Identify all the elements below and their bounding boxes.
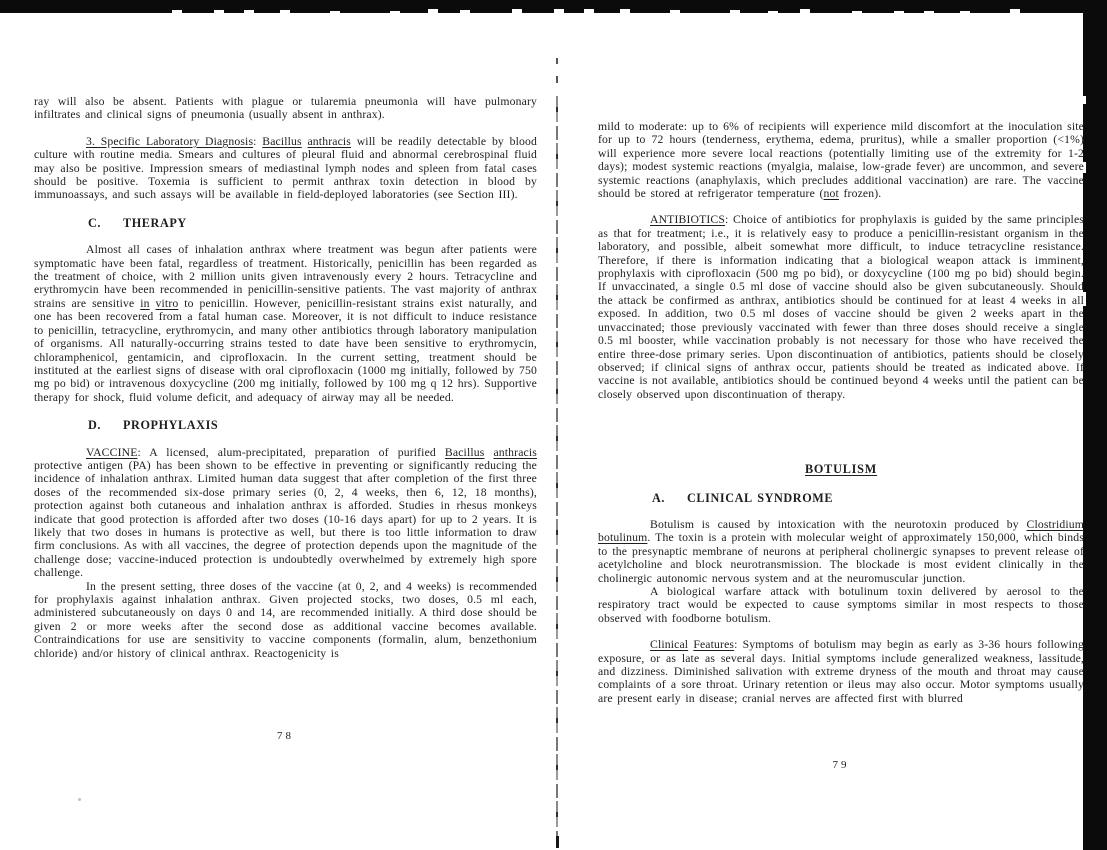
scan-noise-dash [460,10,470,13]
section-letter: A. [652,490,666,505]
scan-edge-top [0,0,1107,13]
scan-noise-dash [960,11,970,13]
scan-noise-dash [924,11,934,13]
gutter-dash [556,58,558,64]
text-run: will be readily detectable by blood culture with routine media. Smears and cultures of pleural fluid and abnormal cerebrospinal fluid may also be positive. Impression smears of mediastinal lymph nodes and spleen from fatal cases should be positive. Toxemia is sufficient to permit anthrax toxin detection in blood by immunoassays, and such assays will be available in field-deployed laboratories (see Section III). [34,134,537,202]
underlined-phrase: Clinical [650,638,689,652]
scan-noise-dash [730,10,740,13]
text-run: : Symptoms of botulism may begin as early as 3-36 hours following exposure, or as late as several days. Initial symptoms include generalized weakness, lassitude, and dizziness. Diminished salivation with extreme dryness of the mouth and throat may cause complaints of a sore throat. Urinary retention or ileus may also occur. Motor symptoms usually are present early in disease; cranial nerves are affected first with blurred [598,638,1084,705]
section-title: THERAPY [123,215,187,230]
page-number: 78 [277,730,294,742]
paragraph [34,95,537,122]
text-run: A biological warfare attack with botulinum toxin delivered by aerosol to the respiratory tract would be expected to cause symptoms similar in most respects to those observed with foodborne botulism. [598,584,1084,625]
text-run: : A licensed, alum-precipitated, preparation of purified [137,445,445,459]
scan-noise-dash [584,9,594,13]
text-run: Botulism is caused by intoxication with the neurotoxin produced by [650,517,1027,531]
underlined-phrase: anthracis [493,445,537,459]
text-run: Almost all cases of inhalation anthrax where treatment was begun after patients were symptomatic have been fatal, regardless of treatment. Historically, penicillin has been regarded as the treatment of choice, with 2 million units given intravenously every 2 hours. Tetracycline and erythromycin have been recommended in penicillin-sensitive patients. The vast majority of anthrax strains are sensitive [34,243,537,310]
section-heading [34,217,537,230]
paragraph [598,518,1084,585]
section-letter: D. [88,418,102,433]
paragraph [598,585,1084,625]
chapter-title-text: BOTULISM [804,462,878,477]
gutter-dash [556,96,558,838]
scan-noise-dash [554,9,564,13]
underlined-phrase: not [823,187,839,201]
page-78 [34,95,537,660]
scan-edge-right [1083,0,1107,850]
text-run: . The toxin is a protein with molecular weight of approximately 150,000, which binds to the presynaptic membrane of neurons at peripheral cholinergic synapses to prevent release of acetylcholine and block neurotransmission. The blockade is most evident clinically in the cholinergic autonomic nervous system and at the neuromuscular junction. [598,531,1084,585]
underlined-phrase: Bacillus [262,134,302,148]
underlined-phrase: botulinum [598,531,648,545]
text-run: : [253,134,263,148]
gutter-dash [556,836,559,848]
text-run: frozen). [838,187,882,201]
text-run: mild to moderate: up to 6% of recipients will experience mild discomfort at the inoculation site for up to 72 hours (tenderness, erythema, edema, pruritus), while a smaller proportion (<1%) will experience more severe local reactions (potentially limiting use of the extremity for 1-2 days); modest systemic reactions (myalgia, malaise, low-grade fever) are uncommon, and severe systemic reactions (anaphylaxis, which precludes additional vaccination) are rare. The vaccine should be stored at refrigerator temperature ( [598,120,1084,201]
scan-noise-dash [852,11,862,13]
scan-noise-dash [1083,96,1086,104]
scan-noise-dash [280,10,290,13]
section-letter: C. [88,215,102,230]
paragraph [34,135,537,202]
paragraph [598,213,1084,401]
scan-noise-dash [390,11,400,13]
text-run: to penicillin. However, penicillin-resistant strains exist naturally, and one has been recovered from a fatal human case. Moreover, it is not difficult to induce resistance to penicillin, tetracycline, erythromycin, and many other antibiotics through laboratory manipulation of organisms. All naturally-occurring strains tested to date have been sensitive to erythromycin, chloramphenicol, gentamicin, and ciprofloxacin. In the current setting, treatment should be instituted at the earliest signs of disease with oral ciprofloxacin (1000 mg initially, followed by 750 mg po bid) or intravenous doxycycline (200 mg initially, followed by 100 mg q 12 hrs). Supportive therapy for shock, fluid volume deficit, and adequacy of airway may all be needed. [34,296,537,404]
section-title: PROPHYLAXIS [123,418,219,433]
scan-noise-dash [428,9,438,13]
underlined-phrase: Features [693,638,735,652]
paragraph [34,243,537,404]
page-79 [598,120,1084,705]
scan-noise-dash [244,10,254,13]
underlined-phrase: anthracis [307,134,352,148]
underlined-phrase: in [140,296,150,310]
page-78-content [34,95,537,660]
scan-noise-dash [214,10,224,13]
chapter-title [598,463,1084,476]
page-gutter-line [556,58,559,850]
scan-speck [78,798,81,801]
underlined-phrase: Bacillus [444,445,485,459]
section-title: CLINICAL SYNDROME [687,490,834,505]
gutter-dash [556,76,558,83]
section-heading [34,419,537,432]
scan-noise-dash [670,10,680,13]
page-number: 79 [832,759,850,771]
text-run: ray will also be absent. Patients with plague or tularemia pneumonia will have pulmonary infiltrates and clinical signs of pneumonia (usually absent in anthrax). [34,95,537,122]
underlined-phrase: 3. Specific Laboratory Diagnosis [86,134,254,148]
scan-noise-dash [894,11,904,13]
text-run: protective antigen (PA) has been shown to be effective in preventing or significantly reducing the incidence of inhalation anthrax. Limited human data suggest that after completion of the first three doses of the recommended six-dose primary series (0, 2, 4 weeks, then 6, 12, 18 months), protection against both cutaneous and inhalation anthrax is afforded. Studies in rhesus monkeys indicate that good protection is afforded after two doses (10-16 days apart) for up to 2 years. It is likely that two doses in humans is protective as well, but there is too little information to draw firm conclusions. As with all vaccines, the degree of protection depends upon the magnitude of the challenge dose; vaccine-induced protection is undoubtedly overwhelmed by extremely high spore challenge. [34,458,537,580]
text-run: : Choice of antibiotics for prophylaxis is guided by the same principles as that for treatment; i.e., it is relatively easy to produce a penicillin-resistant organism in the laboratory, and possible, albeit somewhat more difficult, to induce tetracycline resistance. Therefore, if there is information indicating that a biological weapon attack is imminent, prophylaxis with ciprofloxacin (500 mg po bid), or doxycycline (100 mg po bid) should begin. If unvaccinated, a single 0.5 ml dose of vaccine should also be given subcutaneously. Should the attack be confirmed as anthrax, antibiotics should be continued for at least 4 weeks in all exposed. In addition, two 0.5 ml doses of vaccine should be given 2 weeks apart in the unvaccinated; those previously vaccinated with fewer than three doses should receive a single 0.5 ml booster, while vaccination probably is not necessary for those who have received the entire three-dose primary series. Upon discontinuation of antibiotics, patients should be closely observed; if clinical signs of anthrax occur, patients should be treated as indicated above. If vaccine is not available, antibiotics should be continued beyond 4 weeks until the patient can be closely observed upon discontinuation of therapy. [598,213,1084,401]
underlined-phrase: ANTIBIOTICS [650,213,726,227]
underlined-phrase: VACCINE [86,445,138,459]
scan-noise-dash [330,11,340,13]
scan-noise-dash [768,11,778,13]
section-heading [598,492,1084,505]
scan-noise-dash [620,9,630,13]
paragraph [34,446,537,580]
scan-noise-dash [512,9,522,13]
text-run: In the present setting, three doses of the vaccine (at 0, 2, and 4 weeks) is recommended for prophylaxis against inhalation anthrax. Given projected stocks, two doses, 0.5 ml each, administered subcutaneously on days 0 and 14, are recommended initially. A third dose should be given 2 or more weeks after the second dose as additional vaccine becomes available. Contraindications for use are sensitivity to vaccine components (formalin, alum, benzethonium chloride) and/or history of clinical anthrax. Reactogenicity is [34,579,537,660]
scan-noise-dash [1010,9,1020,13]
underlined-phrase: Clostridium [1026,517,1084,531]
paragraph [598,638,1084,705]
scan-noise-dash [172,10,182,13]
underlined-phrase: vitro [155,296,179,310]
paragraph [34,580,537,660]
paragraph [598,120,1084,200]
scan-noise-dash [800,9,810,13]
page-79-content [598,120,1084,705]
